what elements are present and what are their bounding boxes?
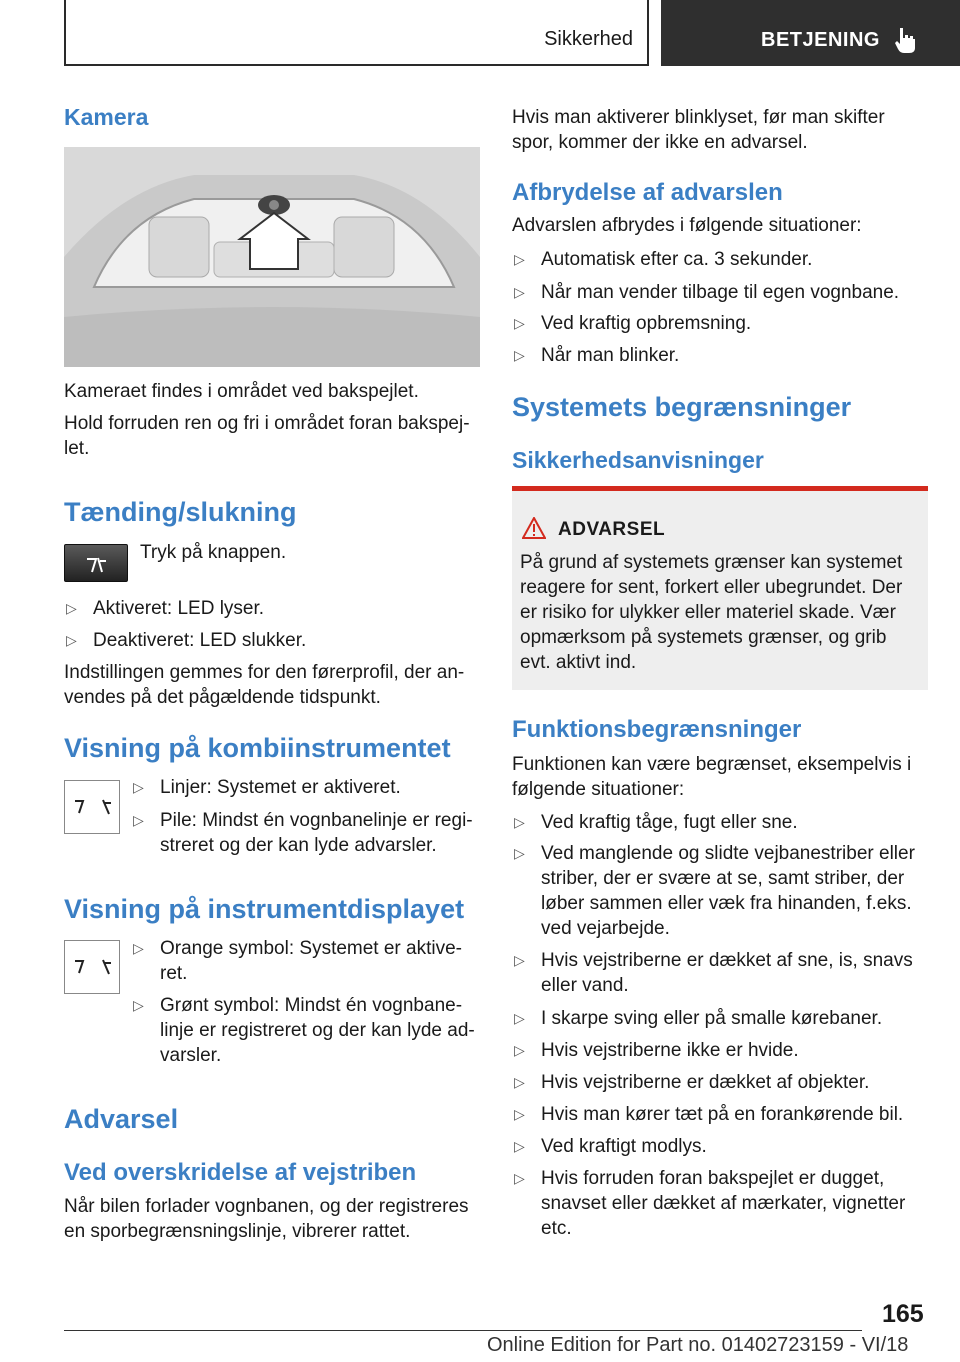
pointing-hand-icon [894, 26, 918, 54]
list-item: ▷ Ved manglende og slidte vejbanestriber eller striber, der er svære at se, samt striber, der løber sammen eller væk fra hinanden, f.eks. ved vejarbejde. [514, 843, 915, 939]
advarsel-heading: Advarsel [64, 1104, 179, 1134]
list-item: ▷ Ved kraftigt modlys. [514, 1136, 707, 1157]
taending-paragraph-2: Indstillingen gemmes for den førerprofil, der an-vendes på det pågældende tidspunkt. [64, 662, 465, 708]
warning-triangle-icon [522, 517, 546, 539]
list-item: ▷ Hvis vejstriberne er dækket af objekter. [514, 1072, 870, 1093]
bullet-icon: ▷ [514, 1170, 525, 1186]
bullet-icon: ▷ [66, 632, 77, 648]
list-item: ▷ Hvis vejstriberne ikke er hvide. [514, 1040, 799, 1061]
taending-paragraph: Tryk på knappen. [140, 542, 287, 563]
kombi-symbol-image [64, 780, 120, 834]
list-item: ▷ Grønt symbol: Mindst én vognbane-linje er registreret og der kan lyde ad-varsler. [133, 995, 475, 1066]
kamera-paragraph-1: Kameraet findes i området ved bakspejlet. [64, 381, 419, 402]
footer-edition: Online Edition for Part no. 01402723159 - VI/18 [487, 1334, 909, 1356]
kamera-paragraph-2: Hold forruden ren og fri i området foran bakspej-let. [64, 413, 470, 459]
list-item: ▷ Pile: Mindst én vognbanelinje er regi-streret og der kan lyde advarsler. [133, 810, 473, 856]
afbr-paragraph: Advarslen afbrydes i følgende situationer: [512, 215, 862, 236]
bullet-icon: ▷ [514, 1106, 525, 1122]
kombi-heading: Visning på kombiinstrumentet [64, 733, 451, 763]
instr-heading: Visning på instrumentdisplayet [64, 894, 465, 924]
bullet-icon: ▷ [66, 600, 77, 616]
bullet-icon: ▷ [133, 812, 144, 828]
sikk-heading: Sikkerhedsanvisninger [512, 447, 764, 473]
warning-title: ADVARSEL [558, 519, 666, 540]
kamera-heading: Kamera [64, 104, 149, 130]
header-chapter-tab [661, 0, 960, 66]
bullet-icon: ▷ [514, 952, 525, 968]
bullet-icon: ▷ [133, 997, 144, 1013]
bullet-icon: ▷ [514, 1138, 525, 1154]
overskr-paragraph: Når bilen forlader vognbanen, og der registreres en sporbegrænsningslinje, vibrerer rattet. [64, 1196, 469, 1242]
blink-paragraph: Hvis man aktiverer blinklyset, før man skifter spor, kommer der ikke en advarsel. [512, 107, 885, 153]
taending-heading: Tænding/slukning [64, 497, 297, 527]
instr-symbol-image [64, 940, 120, 994]
list-item: ▷ Ved kraftig opbremsning. [514, 313, 752, 334]
header-chapter-label: BETJENING [761, 29, 880, 51]
header-section-tab [64, 0, 649, 66]
funk-paragraph: Funktionen kan være begrænset, eksempelvis i følgende situationer: [512, 754, 912, 800]
lane-lines-icon [65, 781, 121, 835]
bullet-icon: ▷ [514, 1074, 525, 1090]
list-item: ▷ Orange symbol: Systemet er aktive-ret. [133, 938, 462, 984]
page-number: 165 [882, 1300, 924, 1328]
list-item: ▷ Hvis vejstriberne er dækket af sne, is, snavs eller vand. [514, 950, 913, 996]
list-item: ▷ Deaktiveret: LED slukker. [66, 630, 307, 651]
list-item: ▷ Når man blinker. [514, 345, 680, 366]
warning-box [512, 486, 928, 690]
footer-divider [64, 1330, 862, 1331]
list-item: ▷ Linjer: Systemet er aktiveret. [133, 777, 401, 798]
afbr-heading: Afbrydelse af advarslen [512, 179, 783, 206]
bullet-icon: ▷ [133, 940, 144, 956]
bullet-icon: ▷ [514, 284, 525, 300]
begr-heading: Systemets begrænsninger [512, 392, 852, 422]
lane-lines-icon [65, 941, 121, 995]
lane-departure-icon [65, 545, 129, 583]
camera-location-image [64, 147, 480, 367]
list-item: ▷ Når man vender tilbage til egen vognbane. [514, 282, 900, 303]
bullet-icon: ▷ [514, 251, 525, 267]
warning-text: På grund af systemets grænser kan systemet reagere for sent, forkert eller ubegrundet. Der er risiko for ulykker eller materiel skade. Vær opmærksom på systemets grænser, og grib evt. aktivt ind. [520, 552, 903, 673]
list-item: ▷ I skarpe sving eller på smalle kørebaner. [514, 1008, 883, 1029]
bullet-icon: ▷ [514, 1042, 525, 1058]
bullet-icon: ▷ [514, 845, 525, 861]
overskr-heading: Ved overskridelse af vejstriben [64, 1159, 417, 1186]
list-item: ▷ Hvis forruden foran bakspejlet er dugget, snavset eller dækket af mærkater, vignetter etc. [514, 1168, 906, 1239]
list-item: ▷ Hvis man kører tæt på en forankørende bil. [514, 1104, 904, 1125]
bullet-icon: ▷ [514, 814, 525, 830]
funk-heading: Funktionsbegrænsninger [512, 716, 802, 743]
header-section-label: Sikkerhed [544, 28, 633, 50]
bullet-icon: ▷ [514, 1010, 525, 1026]
list-item: ▷ Aktiveret: LED lyser. [66, 598, 265, 619]
list-item: ▷ Ved kraftig tåge, fugt eller sne. [514, 812, 798, 833]
lane-button-image [64, 544, 128, 582]
bullet-icon: ▷ [133, 779, 144, 795]
bullet-icon: ▷ [514, 347, 525, 363]
list-item: ▷ Automatisk efter ca. 3 sekunder. [514, 249, 813, 270]
bullet-icon: ▷ [514, 315, 525, 331]
